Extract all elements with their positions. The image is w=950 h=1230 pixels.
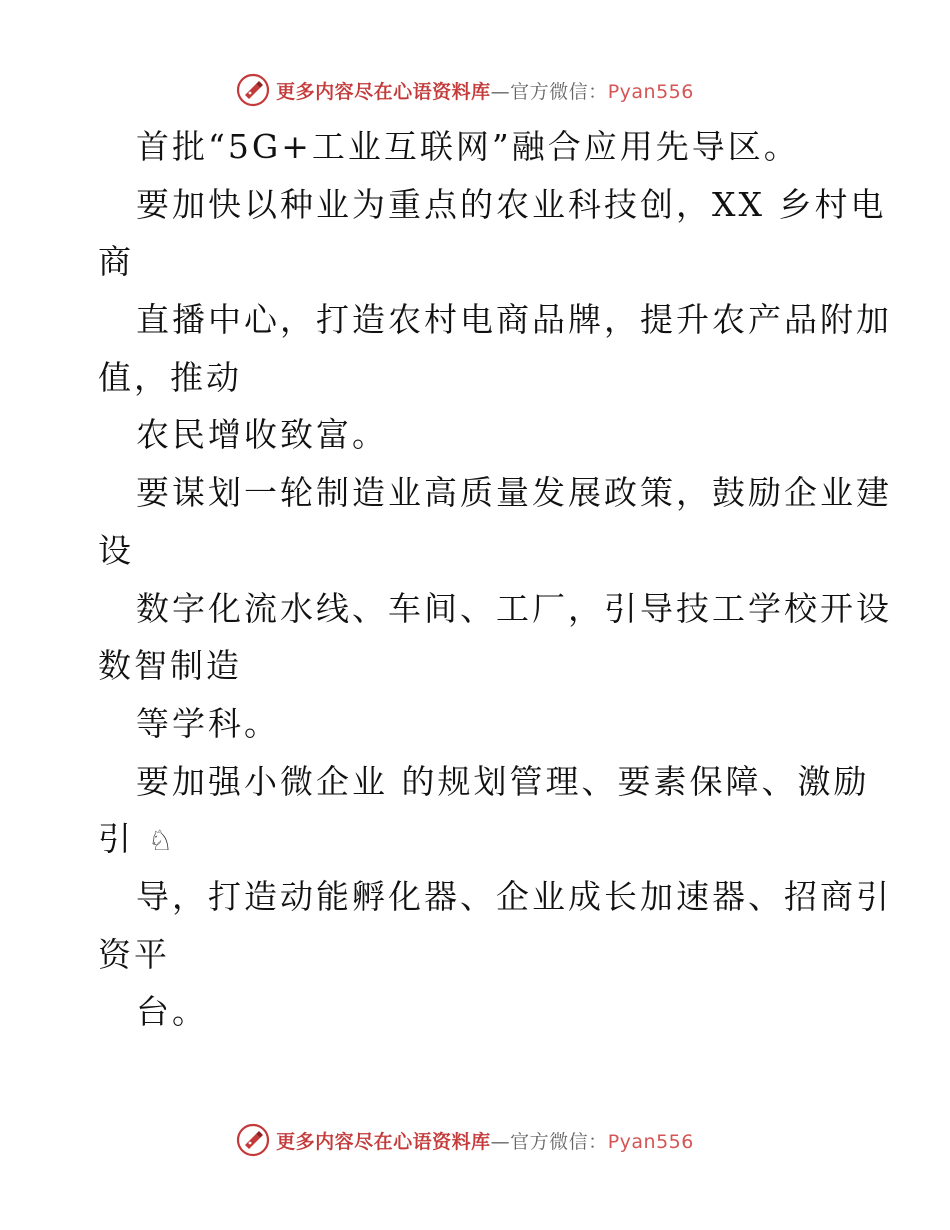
- text-line: 要加强小微企业 的规划管理、要素保障、激励: [136, 761, 870, 801]
- footer-banner-wechat-label: 官方微信：: [510, 1130, 608, 1153]
- header-banner-text: [276, 77, 694, 104]
- text-line: 要谋划一轮制造业高质量发展政策，鼓励企业建: [136, 473, 892, 513]
- text-line: 数智制造: [98, 646, 242, 686]
- footer-banner-content: [236, 1123, 694, 1157]
- footer-banner-title: 更多内容尽在心语资料库: [276, 1130, 491, 1153]
- footer-banner-text: [276, 1127, 694, 1154]
- text-line: 要加快以种业为重点的农业科技创，XX 乡村电: [136, 184, 887, 224]
- header-banner-content: [236, 73, 694, 107]
- text-line: 农民增收致富。: [136, 415, 388, 455]
- header-banner: [0, 70, 950, 110]
- footer-banner: [0, 1120, 950, 1160]
- header-banner-title: 更多内容尽在心语资料库: [276, 80, 491, 103]
- knight-glyph-icon: ♘: [148, 824, 177, 858]
- pen-nib-logo-icon: [236, 1123, 270, 1157]
- footer-banner-separator: —: [490, 1130, 511, 1153]
- text-line: 设: [98, 530, 134, 570]
- text-line: 值，推动: [98, 357, 242, 397]
- pen-nib-logo-icon: [236, 73, 270, 107]
- text-line: 商: [98, 242, 134, 282]
- text-line: 台。: [136, 992, 208, 1032]
- text-line: 导，打造动能孵化器、企业成长加速器、招商引: [136, 876, 892, 916]
- text-line: 直播中心，打造农村电商品牌，提升农产品附加: [136, 300, 892, 340]
- header-banner-separator: —: [490, 80, 511, 103]
- document-body: [98, 118, 892, 1041]
- header-banner-wechat-id: Pyan556: [607, 80, 694, 103]
- text-line: 引: [98, 819, 134, 859]
- header-banner-wechat-label: 官方微信：: [510, 80, 608, 103]
- text-line: 首批“5G+工业互联网”融合应用先导区。: [136, 127, 800, 166]
- footer-banner-wechat-id: Pyan556: [607, 1130, 694, 1153]
- text-line: 资平: [98, 934, 170, 974]
- text-line-with-glyph: [98, 810, 858, 868]
- text-line: 数字化流水线、车间、工厂，引导技工学校开设: [136, 588, 892, 628]
- text-line: 等学科。: [136, 703, 280, 743]
